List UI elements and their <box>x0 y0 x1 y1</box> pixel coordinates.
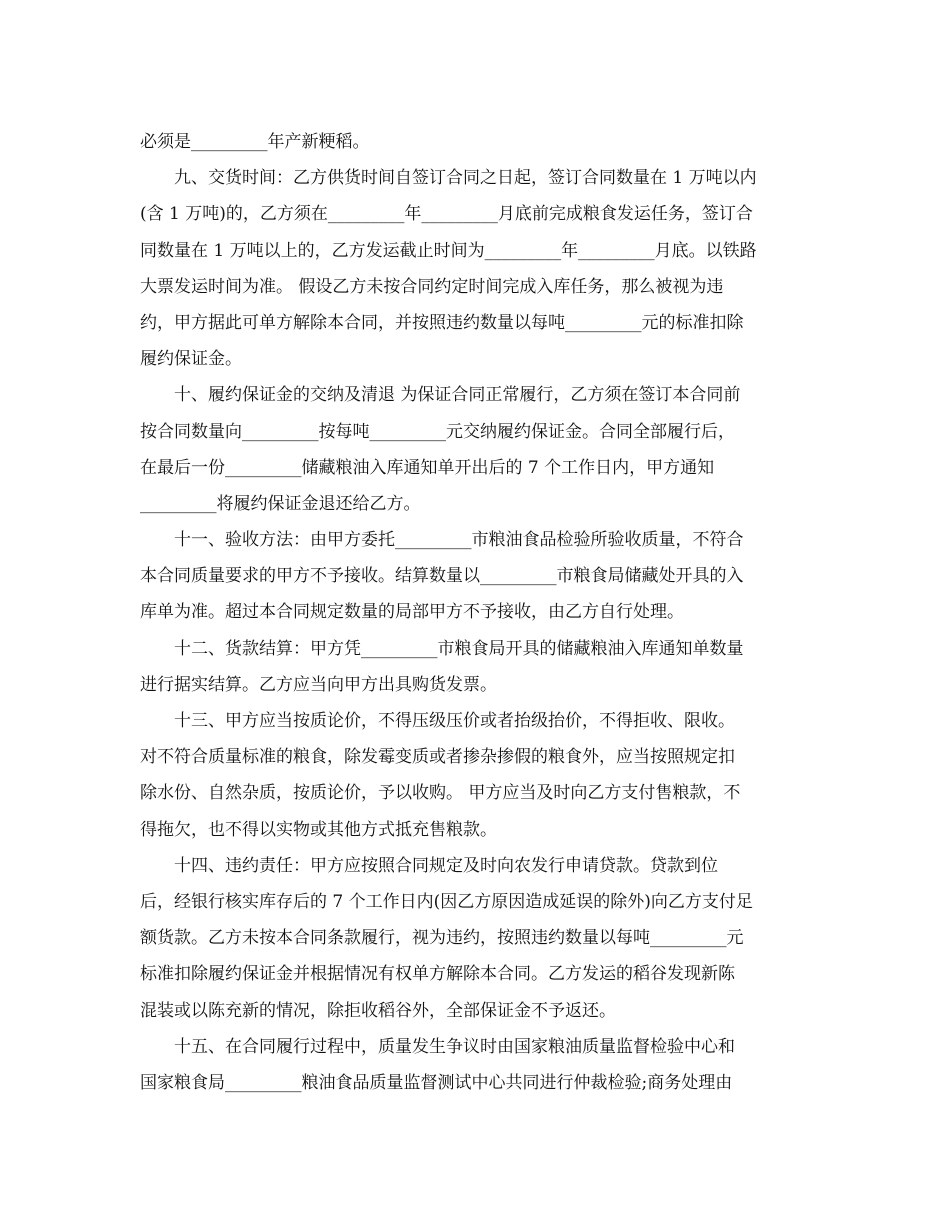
text-line: 混装或以陈充新的情况，除拒收稻谷外，全部保证金不予返还。 <box>140 1000 616 1021</box>
text-line: 十四、违约责任：甲方应按照合同规定及时向农发行申请贷款。贷款到位 <box>140 855 718 876</box>
text-line: 后，经银行核实库存后的 7 个工作日内(因乙方原因造成延误的除外)向乙方支付足 <box>140 891 753 912</box>
text-line: 十、履约保证金的交纳及清退 为保证合同正常履行，乙方须在签订本合同前 <box>140 385 741 406</box>
text-line: _________将履约保证金退还给乙方。 <box>140 493 421 514</box>
text-line: 履约保证金。 <box>140 349 242 370</box>
text-line: 库单为准。超过本合同规定数量的局部甲方不予接收，由乙方自行处理。 <box>140 602 684 623</box>
text-line: 按合同数量向_________按每吨_________元交纳履约保证金。合同全部履行后， <box>140 421 735 442</box>
text-line: 除水份、自然杂质，按质论价，予以收购。 甲方应当及时向乙方支付售粮款，不 <box>140 783 741 804</box>
text-line: 九、交货时间：乙方供货时间自签订合同之日起，签订合同数量在 1 万吨以内 <box>140 168 757 189</box>
text-line: 十五、在合同履行过程中，质量发生争议时由国家粮油质量监督检验中心和 <box>140 1036 735 1057</box>
text-line: 对不符合质量标准的粮食，除发霉变质或者掺杂掺假的粮食外，应当按照规定扣 <box>140 747 735 768</box>
text-line: 国家粮食局_________粮油食品质量监督测试中心共同进行仲裁检验;商务处理由 <box>140 1072 733 1093</box>
text-line: 本合同质量要求的甲方不予接收。结算数量以_________市粮食局储藏处开具的入 <box>140 566 744 587</box>
text-line: 大票发运时间为准。 假设乙方未按合同约定时间完成入库任务，那么被视为违 <box>140 276 724 297</box>
text-line: 同数量在 1 万吨以上的，乙方发运截止时间为_________年_________月底。以铁路 <box>140 240 757 261</box>
contract-body <box>140 124 815 1101</box>
text-line: (含 1 万吨)的，乙方须在_________年_________月底前完成粮食发运任务，签订合 <box>140 204 753 225</box>
text-line: 在最后一份_________储藏粮油入库通知单开出后的 7 个工作日内，甲方通知 <box>140 457 715 478</box>
text-line: 十一、验收方法：由甲方委托_________市粮油食品检验所验收质量，不符合 <box>140 530 744 551</box>
text-line: 必须是_________年产新粳稻。 <box>140 132 370 152</box>
text-line: 进行据实结算。乙方应当向甲方出具购货发票。 <box>140 674 497 695</box>
text-line: 约，甲方据此可单方解除本合同，并按照违约数量以每吨_________元的标准扣除 <box>140 312 744 333</box>
text-line: 标准扣除履约保证金并根据情况有权单方解除本合同。乙方发运的稻谷发现新陈 <box>140 964 735 985</box>
text-line: 得拖欠，也不得以实物或其他方式抵充售粮款。 <box>140 819 497 840</box>
text-line: 十二、货款结算：甲方凭_________市粮食局开具的储藏粮油入库通知单数量 <box>140 638 744 659</box>
text-line: 十三、甲方应当按质论价，不得压级压价或者抬级抬价，不得拒收、限收。 <box>140 711 735 731</box>
text-line: 额货款。乙方未按本合同条款履行，视为违约，按照违约数量以每吨_________元 <box>140 928 744 949</box>
